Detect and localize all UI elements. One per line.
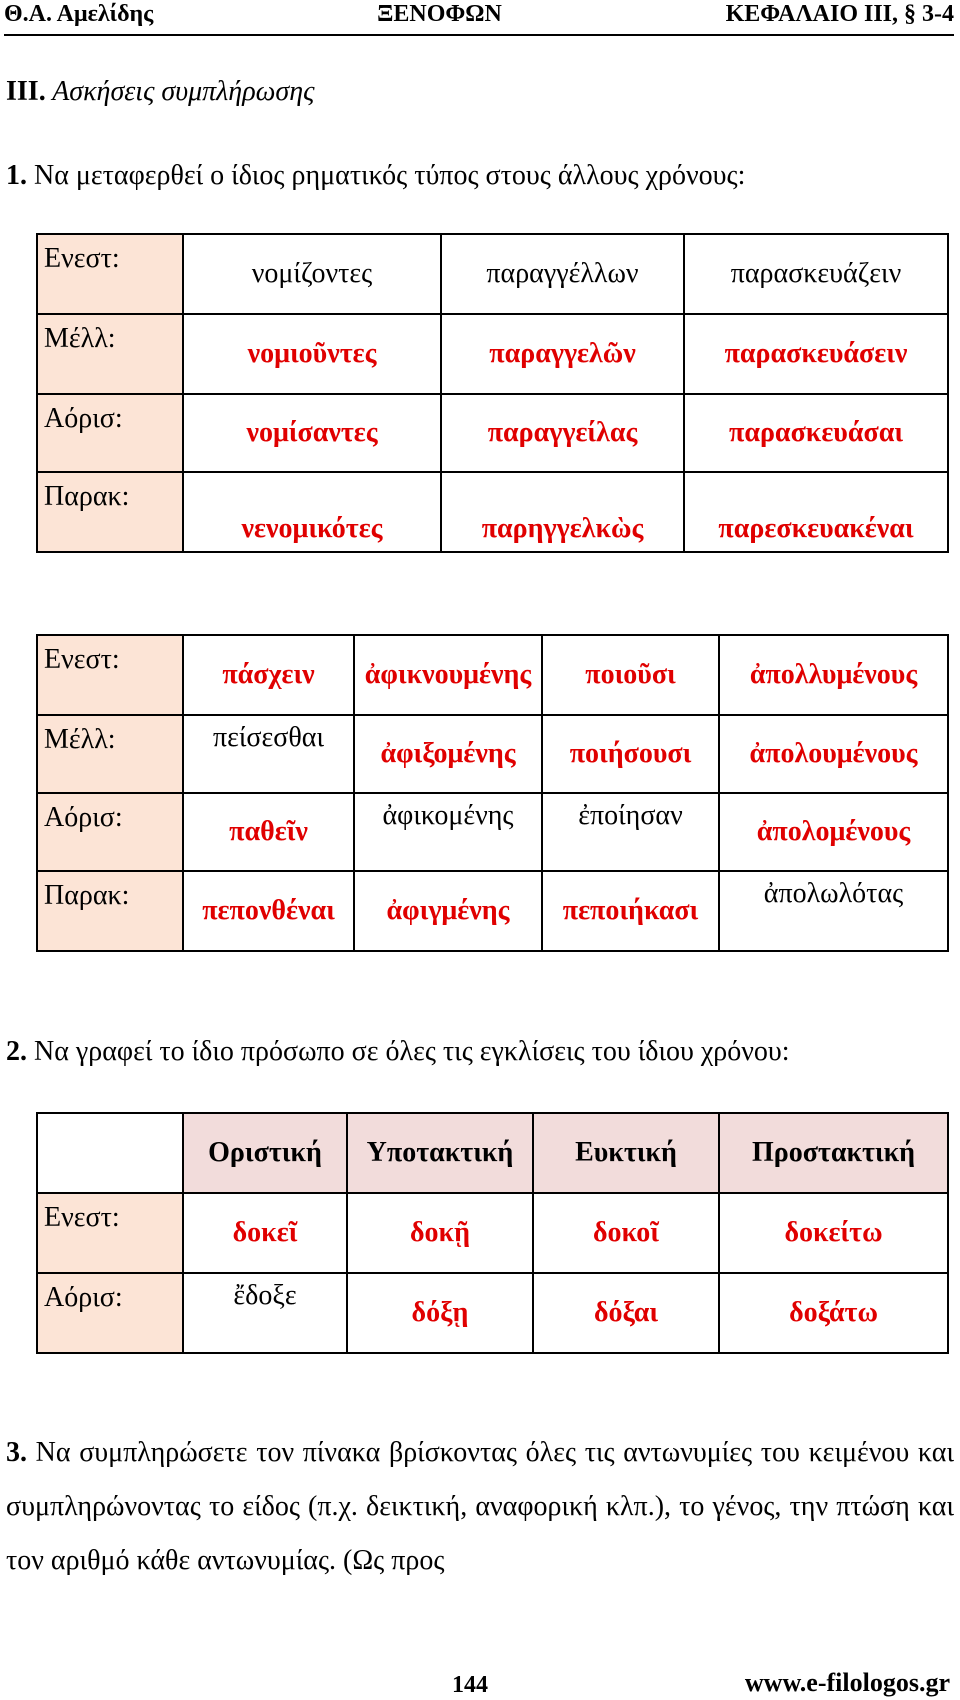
table-row	[37, 1273, 948, 1353]
exercise-2-number: 2.	[6, 1036, 27, 1067]
table-cell: πείσεσθαι	[183, 715, 354, 793]
answer-cell: ἀπολλυμένους	[719, 635, 948, 715]
table-row	[37, 793, 948, 871]
corner-cell	[37, 1113, 183, 1193]
work-title: ΞΕΝΟΦΩΝ	[377, 1, 502, 27]
answer-cell: ἀπολουμένους	[719, 715, 948, 793]
section-title	[6, 76, 314, 108]
answer-cell: ἀφιξομένης	[354, 715, 542, 793]
table-row	[37, 635, 948, 715]
row-label: Μέλλ:	[37, 314, 183, 394]
table-row	[37, 715, 948, 793]
table-cell: παραγγέλλων	[441, 234, 684, 314]
answer-cell: νομιοῦντες	[183, 314, 441, 394]
answer-cell: παρεσκευακέναι	[684, 472, 948, 552]
row-label: Ενεστ:	[37, 234, 183, 314]
answer-cell: παραγγελῶν	[441, 314, 684, 394]
author-name: Θ.Α. Αμελίδης	[4, 1, 154, 27]
exercise-1-prompt	[6, 160, 745, 192]
table-cell: ἐποίησαν	[542, 793, 719, 871]
answer-cell: δοκεῖ	[183, 1193, 347, 1273]
exercise-3-text: Να συμπληρώσετε τον πίνακα βρίσκοντας όλες τις αντωνυμίες του κειμένου και συμπληρώνοντας το είδος (π.χ. δεικτική, αναφορική κλπ.), το γένος, την πτώση και τον αριθμό κάθε αντωνυμίας. (Ως προς	[6, 1437, 954, 1576]
answer-cell: παρασκευάσαι	[684, 394, 948, 472]
answer-cell: πεπονθέναι	[183, 871, 354, 951]
exercise-3-prompt	[6, 1426, 954, 1588]
row-label: Παρακ:	[37, 871, 183, 951]
table-row	[37, 472, 948, 552]
table-row	[37, 394, 948, 472]
table-cell: νομίζοντες	[183, 234, 441, 314]
answer-cell: δοκείτω	[719, 1193, 948, 1273]
table-cell: παρασκευάζειν	[684, 234, 948, 314]
answer-cell: δοκῇ	[347, 1193, 533, 1273]
answer-cell: δοξάτω	[719, 1273, 948, 1353]
table-cell: ἀπολωλότας	[719, 871, 948, 951]
column-header: Οριστική	[183, 1113, 347, 1193]
section-text: Ασκήσεις συμπλήρωσης	[52, 76, 315, 107]
table-row	[37, 1193, 948, 1273]
answer-cell: δόξαι	[533, 1273, 719, 1353]
answer-cell: νομίσαντες	[183, 394, 441, 472]
chapter-label: ΚΕΦΑΛΑΙΟ ΙΙΙ, § 3-4	[725, 1, 954, 27]
row-label: Αόρισ:	[37, 1273, 183, 1353]
row-label: Παρακ:	[37, 472, 183, 552]
exercise-3-number: 3.	[6, 1437, 27, 1468]
answer-cell: ἀφικνουμένης	[354, 635, 542, 715]
row-label: Μέλλ:	[37, 715, 183, 793]
answer-cell: παρηγγελκὼς	[441, 472, 684, 552]
column-header: Προστακτική	[719, 1113, 948, 1193]
answer-cell: πεποιήκασι	[542, 871, 719, 951]
answer-cell: ἀφιγμένης	[354, 871, 542, 951]
table-row	[37, 234, 948, 314]
website-link[interactable]: www.e-filologos.gr	[744, 1668, 950, 1697]
tense-table-1	[36, 233, 949, 553]
exercise-1-text: Να μεταφερθεί ο ίδιος ρηματικός τύπος στους άλλους χρόνους:	[34, 160, 746, 191]
exercise-2-text: Να γραφεί το ίδιο πρόσωπο σε όλες τις εγκλίσεις του ίδιου χρόνου:	[34, 1036, 790, 1067]
answer-cell: νενομικότες	[183, 472, 441, 552]
row-label: Ενεστ:	[37, 1193, 183, 1273]
answer-cell: δοκοῖ	[533, 1193, 719, 1273]
answer-cell: ποιήσουσι	[542, 715, 719, 793]
page-header	[4, 0, 954, 36]
answer-cell: παθεῖν	[183, 793, 354, 871]
exercise-1-number: 1.	[6, 160, 27, 191]
mood-table	[36, 1112, 949, 1354]
table-header-row	[37, 1113, 948, 1193]
page-number: 144	[452, 1672, 488, 1698]
table-row	[37, 314, 948, 394]
answer-cell: δόξῃ	[347, 1273, 533, 1353]
row-label: Αόρισ:	[37, 793, 183, 871]
column-header: Ευκτική	[533, 1113, 719, 1193]
tense-table-2	[36, 634, 949, 952]
exercise-2-prompt	[6, 1036, 790, 1068]
answer-cell: ἀπολομένους	[719, 793, 948, 871]
row-label: Αόρισ:	[37, 394, 183, 472]
answer-cell: παρασκευάσειν	[684, 314, 948, 394]
section-number: ΙΙΙ.	[6, 76, 46, 107]
table-row	[37, 871, 948, 951]
row-label: Ενεστ:	[37, 635, 183, 715]
table-cell: ἀφικομένης	[354, 793, 542, 871]
answer-cell: ποιοῦσι	[542, 635, 719, 715]
answer-cell: παραγγείλας	[441, 394, 684, 472]
table-cell: ἔδοξε	[183, 1273, 347, 1353]
column-header: Υποτακτική	[347, 1113, 533, 1193]
answer-cell: πάσχειν	[183, 635, 354, 715]
